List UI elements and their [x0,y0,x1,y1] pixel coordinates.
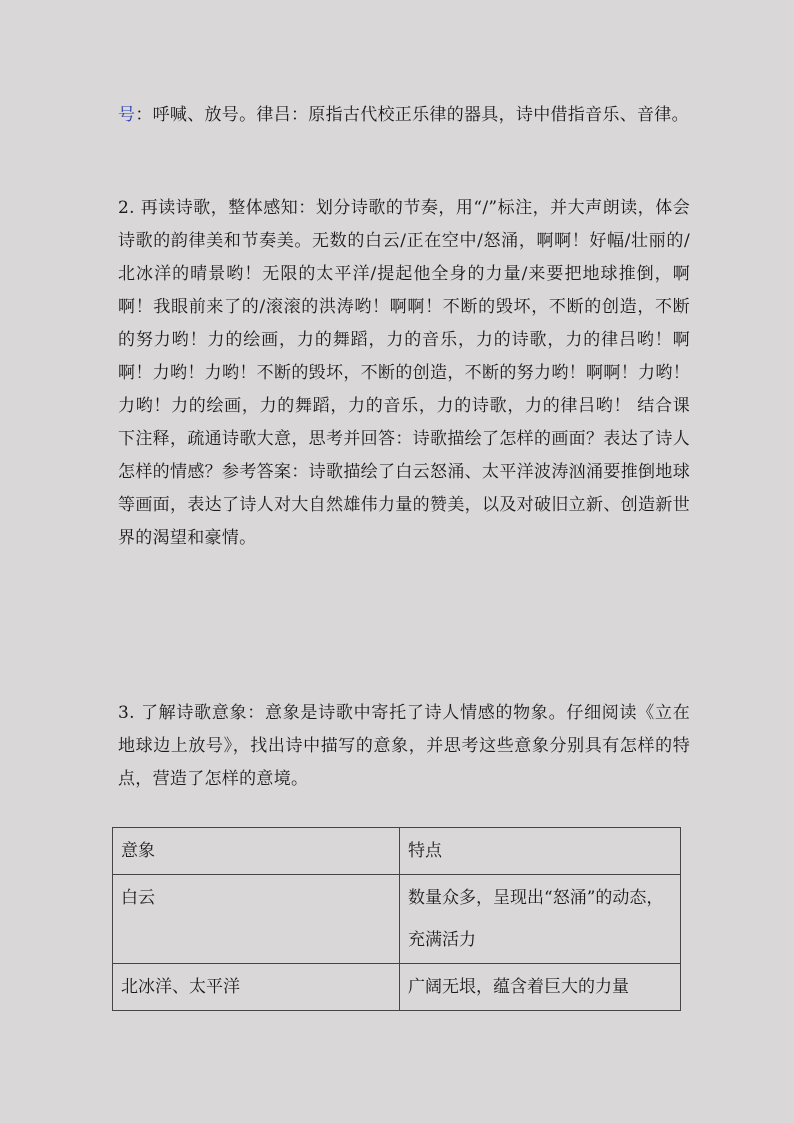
imagery-table [112,827,681,1011]
table-row [113,875,681,964]
paragraph-1-text: ：呼喊、放号。律吕：原指古代校正乐律的器具，诗中借指音乐、音律。 [135,105,689,125]
table-cell: 广阔无垠，蕴含着巨大的力量 [400,964,681,1011]
paragraph-3: 3. 了解诗歌意象：意象是诗歌中寄托了诗人情感的物象。仔细阅读《立在地球边上放号》，找出诗中描写的意象，并思考这些意象分别具有怎样的特点，营造了怎样的意境。 [118,703,690,789]
table-cell: 北冰洋、太平洋 [113,964,400,1011]
link-word[interactable]: 号 [118,105,136,125]
table-header-cell: 特点 [400,828,681,875]
table-header-row [113,828,681,875]
table-cell: 白云 [113,875,400,964]
paragraph-1 [118,99,690,132]
table-cell: 数量众多，呈现出“怒涌”的动态，充满活力 [400,875,681,964]
table-header-cell: 意象 [113,828,400,875]
table-row [113,964,681,1011]
paragraph-2: 2. 再读诗歌，整体感知：划分诗歌的节奏，用“/”标注，并大声朗读，体会诗歌的韵律美和节奏美。无数的白云/正在空中/怒涌，啊啊！好幅/壮丽的/北冰洋的晴景哟！无限的太平洋/提起他全身的力量/来要把地球推倒，啊啊！我眼前来了的/滚滚的洪涛哟！啊啊！不断的毁坏，不断的创造，不断的努力哟！力的绘画，力的舞蹈，力的音乐，力的诗歌，力的律吕哟！啊啊！力哟！力哟！不断的毁坏，不断的创造，不断的努力哟！啊啊！力哟！力哟！力的绘画，力的舞蹈，力的音乐，力的诗歌，力的律吕哟！ 结合课下注释，疏通诗歌大意，思考并回答：诗歌描绘了怎样的画面？表达了诗人怎样的情感？参考答案：诗歌描绘了白云怒涌、太平洋波涛汹涌要推倒地球等画面，表达了诗人对大自然雄伟力量的赞美，以及对破旧立新、创造新世界的渴望和豪情。 [118,198,690,548]
